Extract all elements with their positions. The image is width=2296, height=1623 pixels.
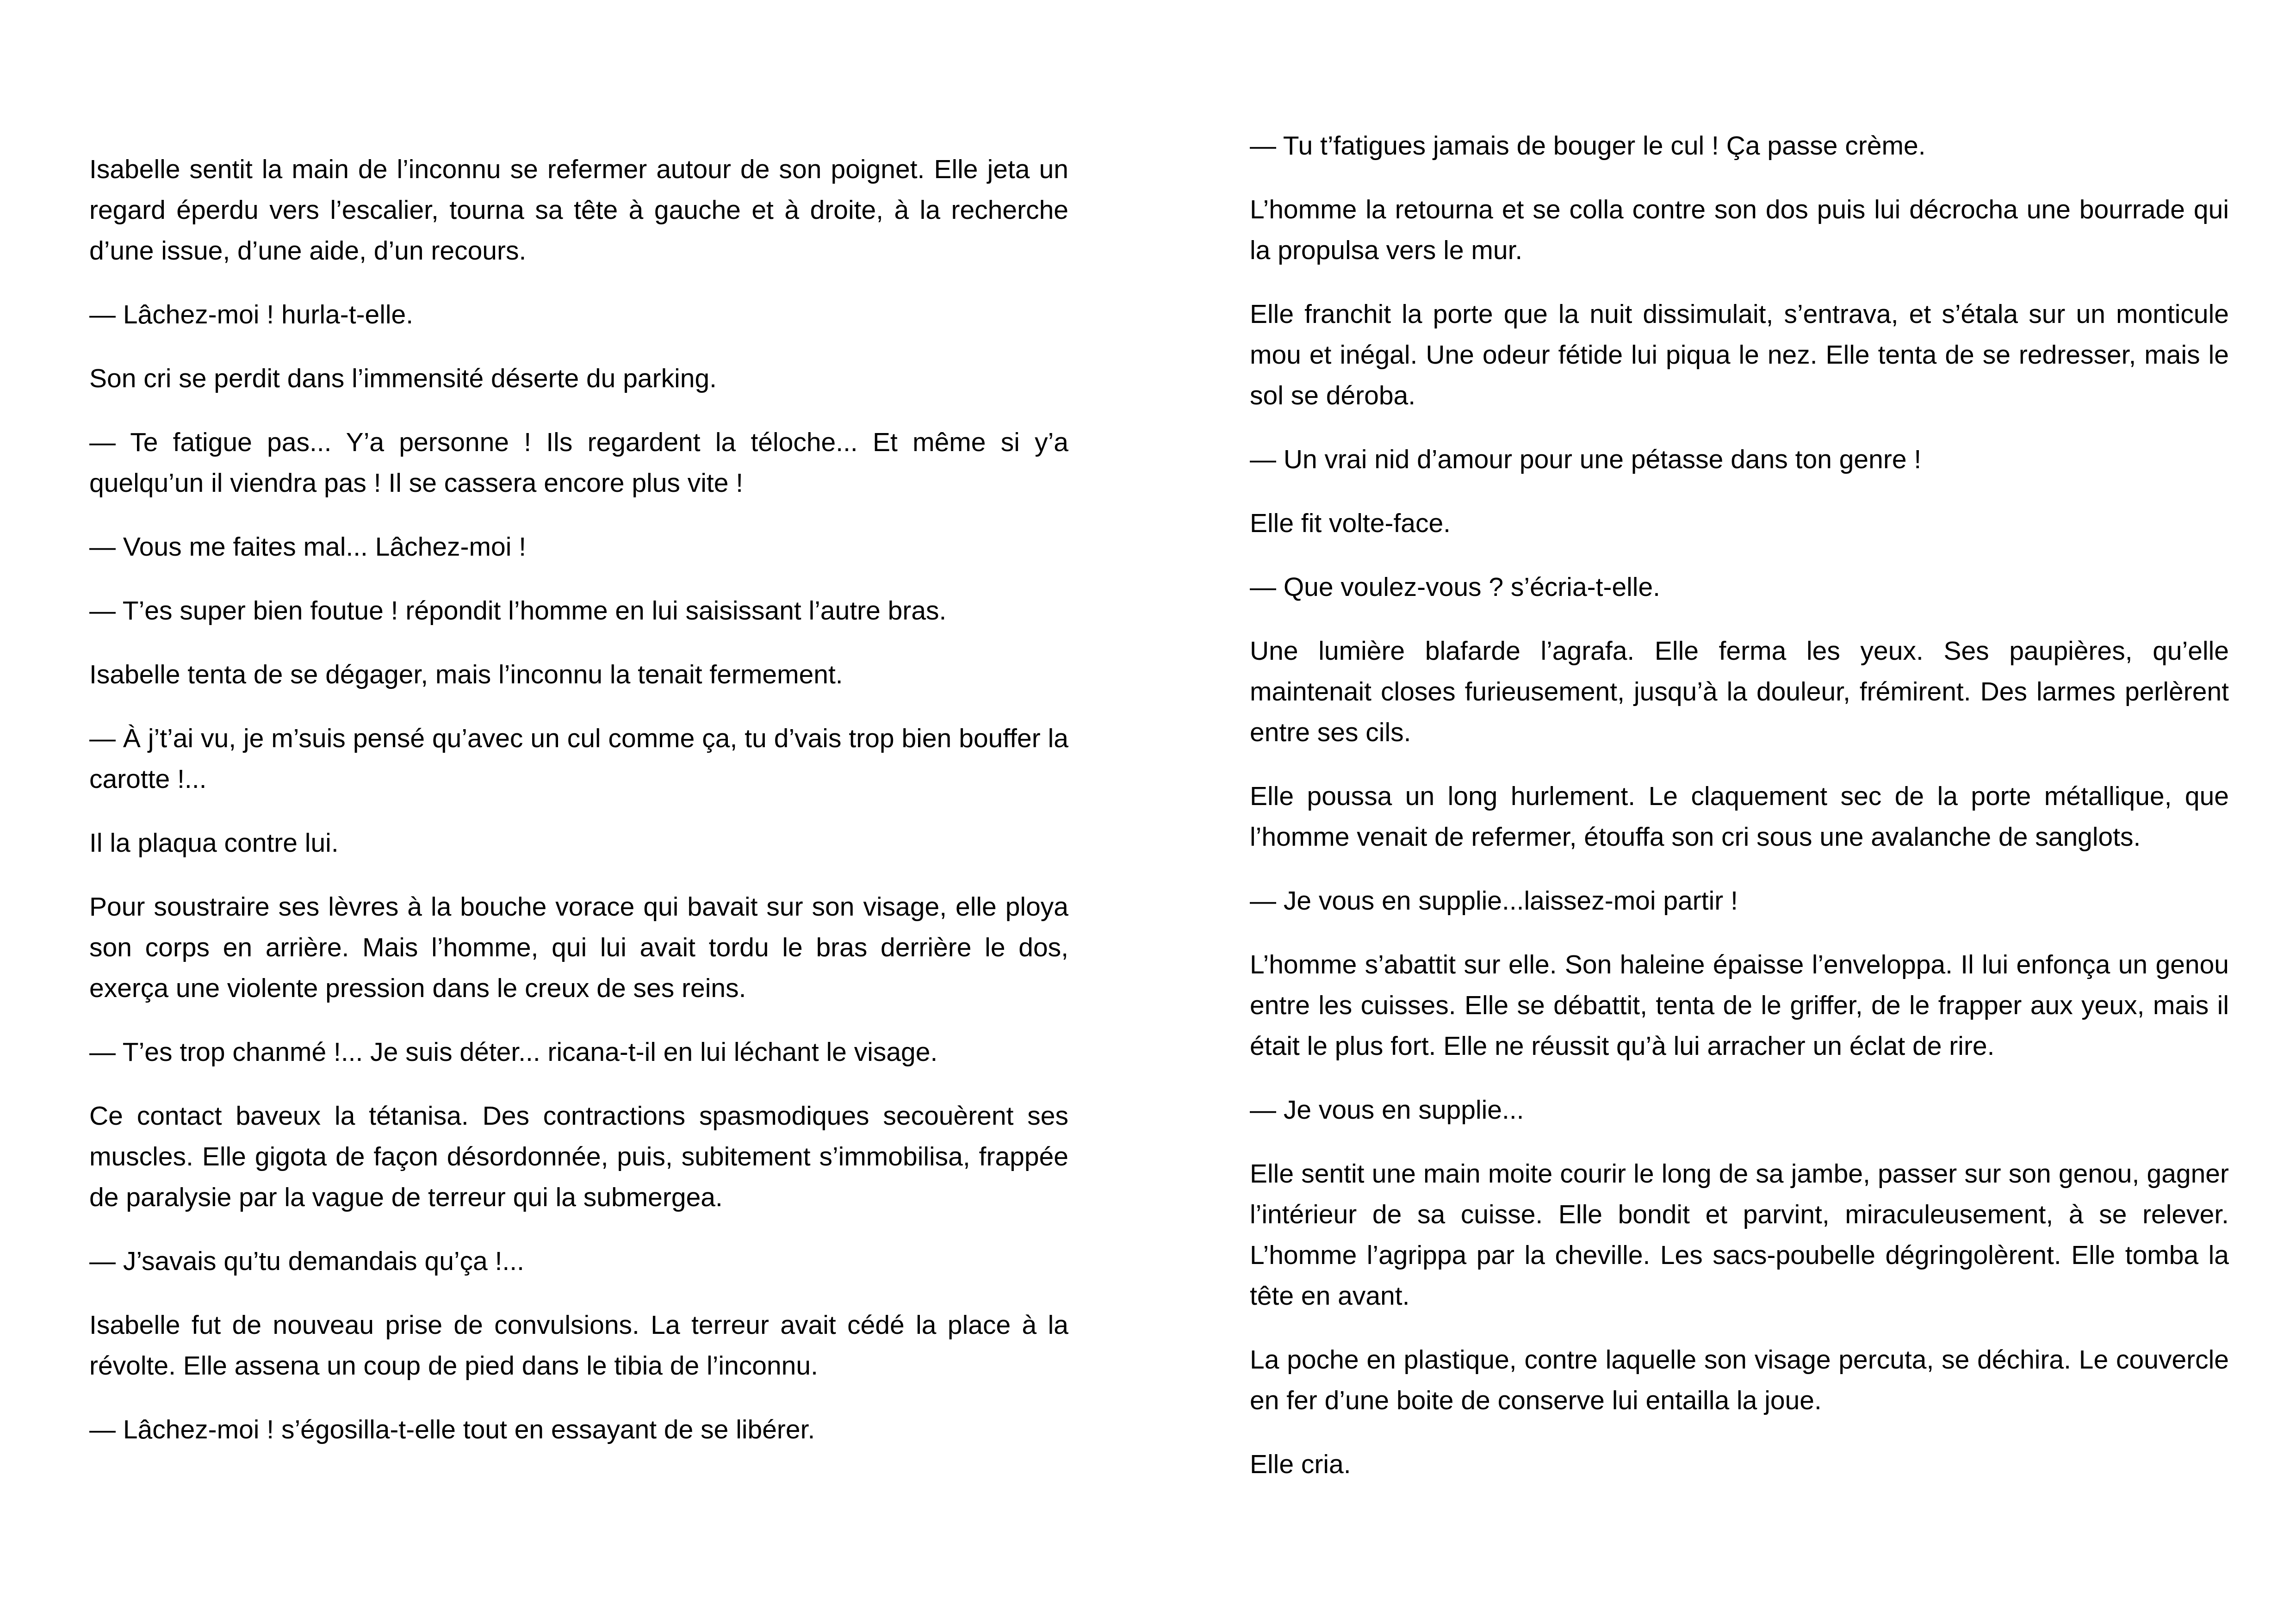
paragraph: — Vous me faites mal... Lâchez-moi ! <box>89 532 527 562</box>
paragraph: — Te fatigue pas... Y’a personne ! Ils regardent la téloche... Et même si y’a quelqu’un il viendra pas ! Il se cassera encore plus vite ! <box>89 427 1068 498</box>
paragraph: Une lumière blafarde l’agrafa. Elle ferma les yeux. Ses paupières, qu’elle maintenait closes furieusement, jusqu’à la douleur, frémirent. Des larmes perlèrent entre ses cils. <box>1250 636 2229 747</box>
paragraph: — Que voulez-vous ? s’écria-t-elle. <box>1250 572 1661 602</box>
paragraph: — Je vous en supplie...laissez-moi partir ! <box>1250 886 1738 916</box>
paragraph: Pour soustraire ses lèvres à la bouche vorace qui bavait sur son visage, elle ploya son corps en arrière. Mais l’homme, qui lui avait tordu le bras derrière le dos, exerça une violente pression dans le creux de ses reins. <box>89 892 1068 1003</box>
paragraph: Isabelle tenta de se dégager, mais l’inconnu la tenait fermement. <box>89 660 843 689</box>
paragraph: Elle franchit la porte que la nuit dissimulait, s’entrava, et s’étala sur un monticule mou et inégal. Une odeur fétide lui piqua le nez. Elle tenta de se redresser, mais le sol se déroba. <box>1250 299 2229 410</box>
paragraph: Isabelle sentit la main de l’inconnu se refermer autour de son poignet. Elle jeta un regard éperdu vers l’escalier, tourna sa tête à gauche et à droite, à la recherche d’une issue, d’une aide, d’un recours. <box>89 155 1068 266</box>
paragraph: — Je vous en supplie... <box>1250 1095 1524 1125</box>
paragraph: — T’es trop chanmé !... Je suis déter... ricana-t-il en lui léchant le visage. <box>89 1037 938 1067</box>
paragraph: — Un vrai nid d’amour pour une pétasse dans ton genre ! <box>1250 445 1922 474</box>
paragraph: — T’es super bien foutue ! répondit l’homme en lui saisissant l’autre bras. <box>89 596 947 626</box>
paragraph: Elle fit volte-face. <box>1250 508 1451 538</box>
paragraph: Isabelle fut de nouveau prise de convulsions. La terreur avait cédé la place à la révolte. Elle assena un coup de pied dans le tibia de l’inconnu. <box>89 1310 1068 1381</box>
left-page <box>89 149 1068 1473</box>
paragraph: Elle cria. <box>1250 1450 1351 1479</box>
paragraph: Elle sentit une main moite courir le long de sa jambe, passer sur son genou, gagner l’intérieur de sa cuisse. Elle bondit et parvint, miraculeusement, à se relever. L’homme l’agrippa par la cheville. Les sacs-poubelle dégringolèrent. Elle tomba la tête en avant. <box>1250 1159 2229 1311</box>
paragraph: Son cri se perdit dans l’immensité déserte du parking. <box>89 364 717 393</box>
paragraph: L’homme s’abattit sur elle. Son haleine épaisse l’enveloppa. Il lui enfonça un genou entre les cuisses. Elle se débattit, tenta de le griffer, de le frapper aux yeux, mais il était le plus fort. Elle ne réussit qu’à lui arracher un éclat de rire. <box>1250 950 2229 1061</box>
paragraph: L’homme la retourna et se colla contre son dos puis lui décrocha une bourrade qui la propulsa vers le mur. <box>1250 195 2229 265</box>
paragraph: Il la plaqua contre lui. <box>89 828 339 858</box>
paragraph: — Lâchez-moi ! s’égosilla-t-elle tout en essayant de se libérer. <box>89 1415 815 1444</box>
paragraph: — Lâchez-moi ! hurla-t-elle. <box>89 300 414 329</box>
paragraph: — Tu t’fatigues jamais de bouger le cul ! Ça passe crème. <box>1250 131 1926 161</box>
paragraph: — À j’t’ai vu, je m’suis pensé qu’avec un cul comme ça, tu d’vais trop bien bouffer la carotte !... <box>89 724 1068 794</box>
paragraph: Ce contact baveux la tétanisa. Des contractions spasmodiques secouèrent ses muscles. Elle gigota de façon désordonnée, puis, subitement s’immobilisa, frappée de paralysie par la vague de terreur qui la submergea. <box>89 1101 1068 1212</box>
right-page <box>1250 125 2229 1508</box>
paragraph: La poche en plastique, contre laquelle son visage percuta, se déchira. Le couvercle en fer d’une boite de conserve lui entailla la joue. <box>1250 1345 2229 1415</box>
paragraph: — J’savais qu’tu demandais qu’ça !... <box>89 1246 524 1276</box>
paragraph: Elle poussa un long hurlement. Le claquement sec de la porte métallique, que l’homme venait de refermer, étouffa son cri sous une avalanche de sanglots. <box>1250 781 2229 852</box>
